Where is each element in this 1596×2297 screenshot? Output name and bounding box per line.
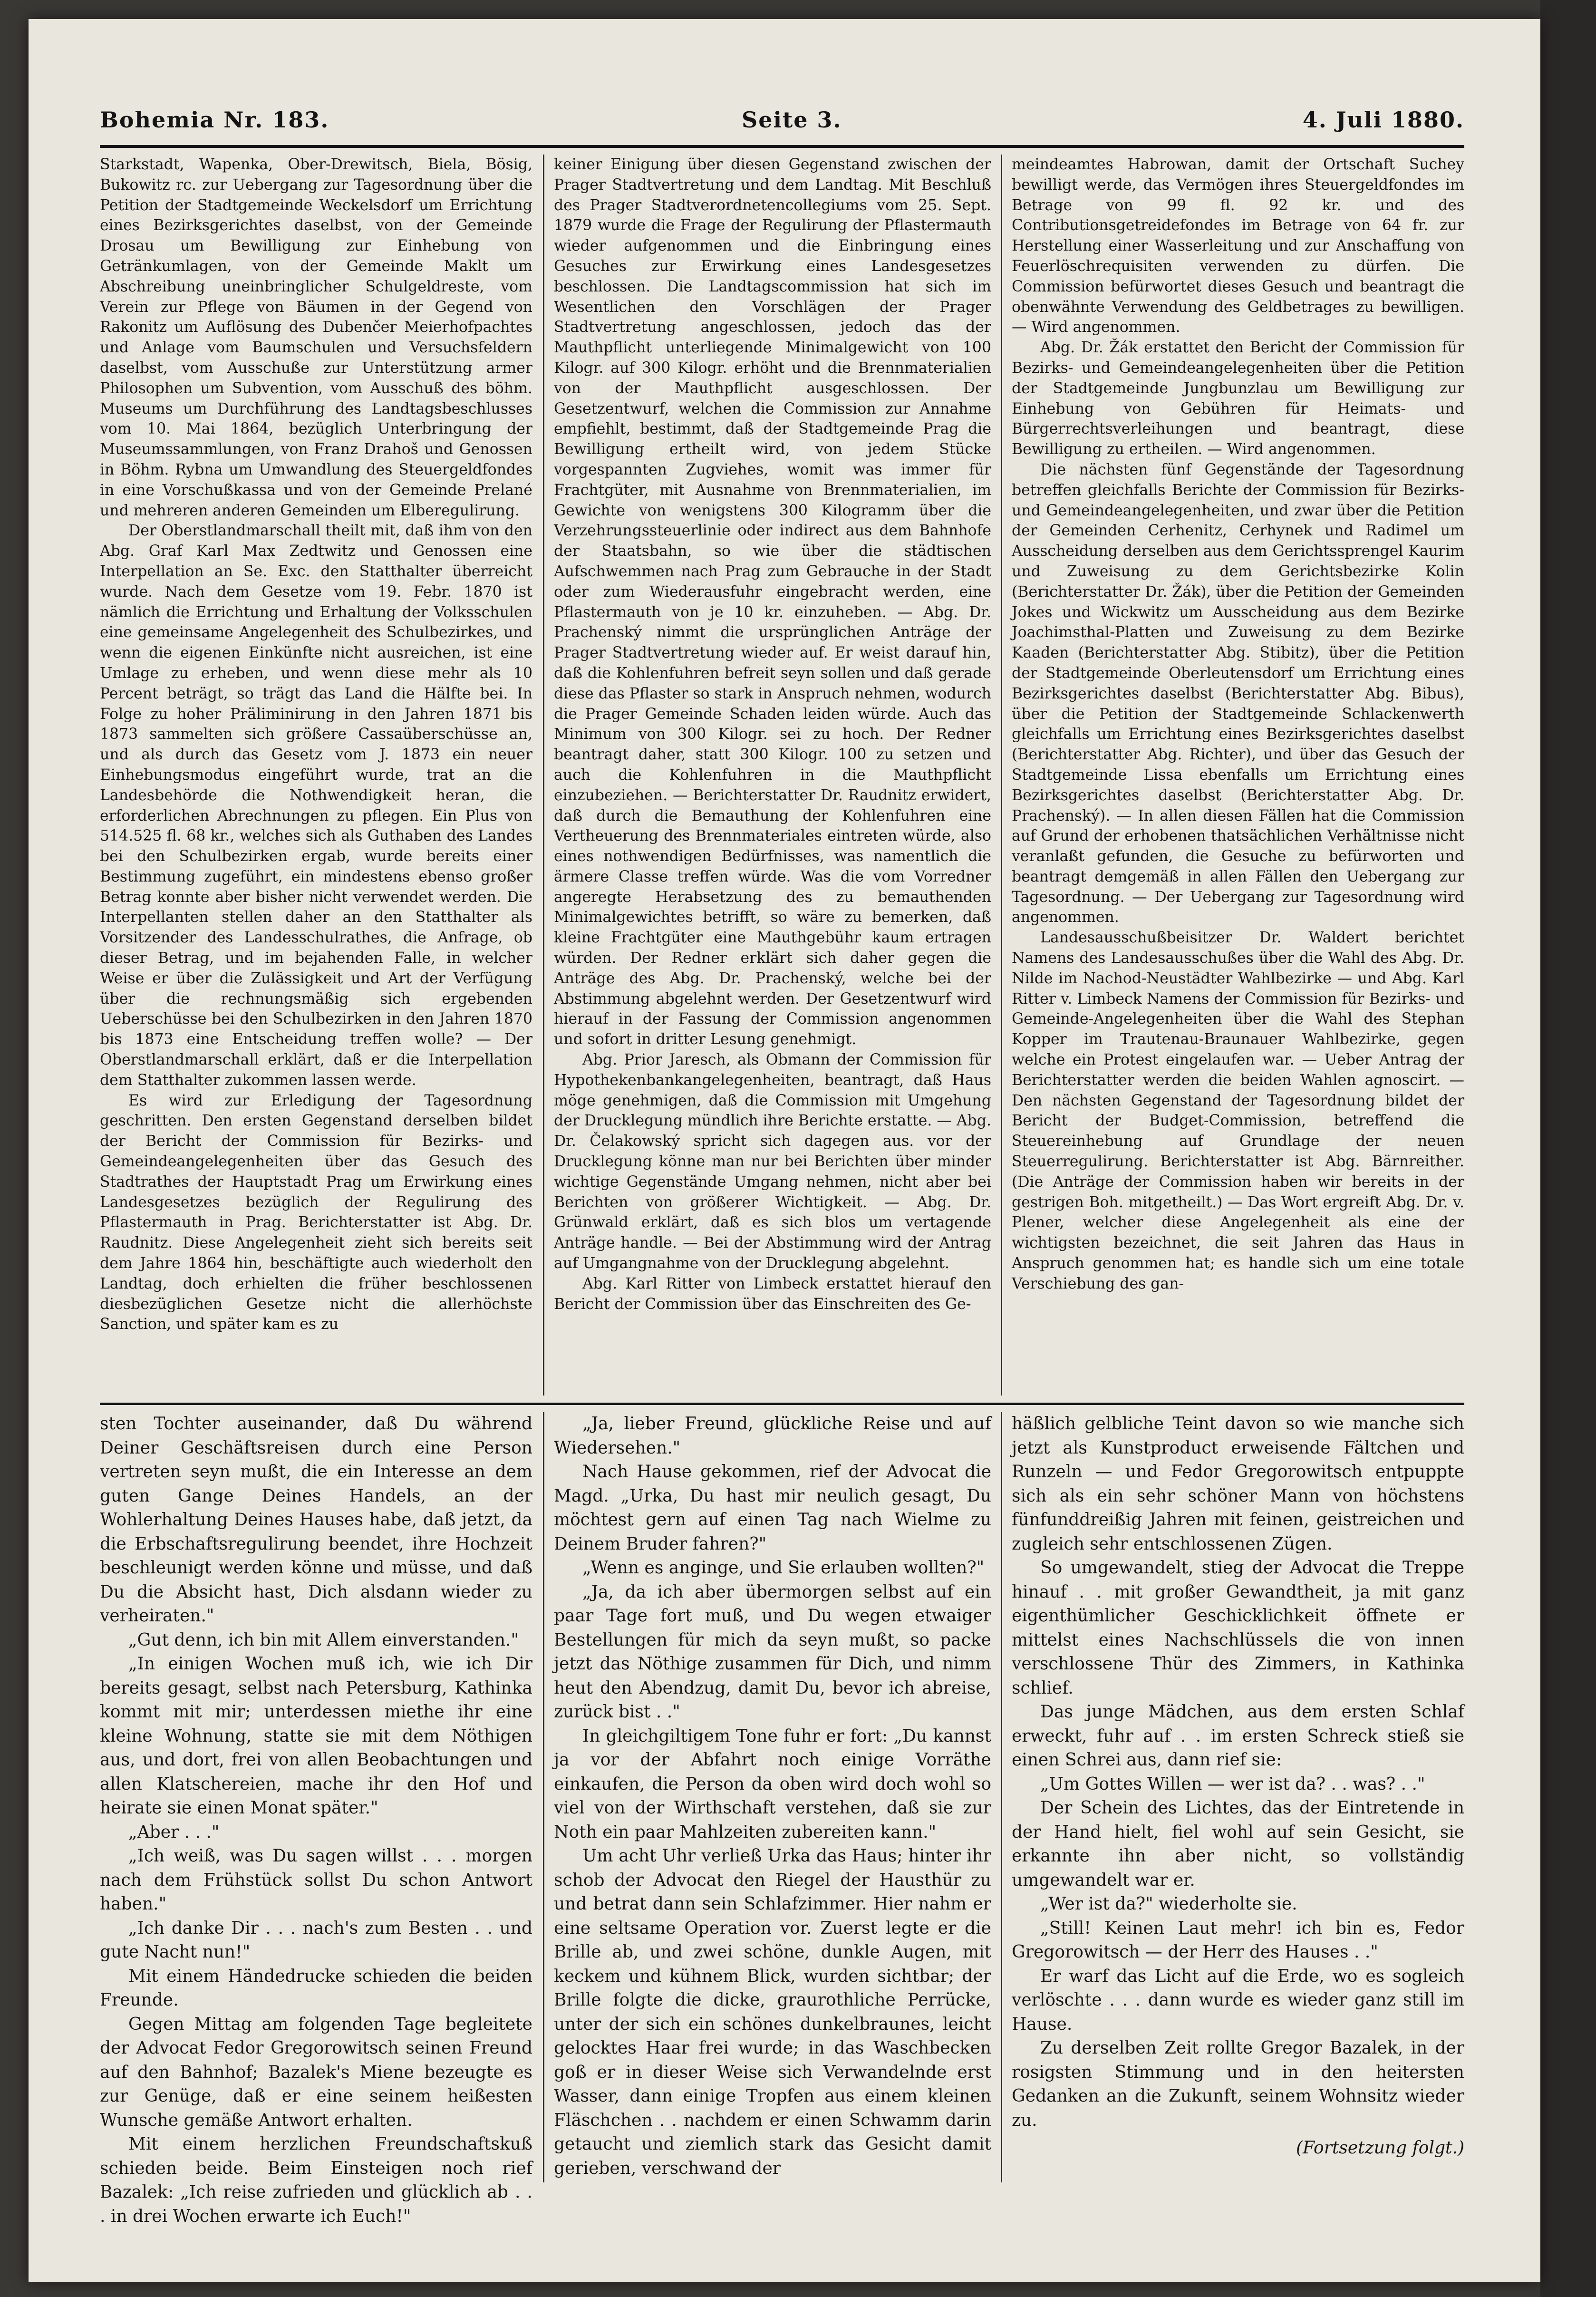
- column-divider: [1001, 155, 1002, 1396]
- newspaper-page: [29, 19, 1540, 2282]
- issue-date: 4. Juli 1880.: [1302, 107, 1464, 133]
- paragraph: Mit einem herzlichen Freundschaftskuß schieden beide. Beim Einsteigen noch rief Bazalek: „Ich reise zufrieden und glücklich ab . . . in drei Wochen erwarte ich Euch!": [100, 2134, 532, 2226]
- report-column-3: [1012, 155, 1464, 1396]
- paragraph: „Ja, da ich aber übermorgen selbst auf ein paar Tage fort muß, und Du wegen etwaiger Bestellungen für mich da seyn mußt, so packe jetzt das Nöthige zusammen für Dich, und nimm heut den Abendzug, damit Du, bevor ich abreise, zurück bist . .": [554, 1582, 991, 1722]
- page-header: [100, 102, 1464, 145]
- paragraph: In gleichgiltigem Tone fuhr er fort: „Du kannst ja vor der Abfahrt noch einige Vorräthe einkaufen, die Person da oben wird doch wohl so viel von der Wirthschaft verstehen, daß sie zur Noth ein paar Mahlzeiten zubereiten kann.": [554, 1726, 991, 1842]
- header-rule: [100, 145, 1464, 148]
- feuilleton-column-3: [1012, 1412, 1464, 2182]
- paragraph: „Gut denn, ich bin mit Allem einverstanden.": [128, 1630, 519, 1650]
- page-number: Seite 3.: [742, 107, 842, 133]
- issue-number: Bohemia Nr. 183.: [100, 107, 329, 133]
- paragraph: Abg. Dr. Žák erstattet den Bericht der Commission für Bezirks- und Gemeindeangelegenheiten über die Petition der Stadtgemeinde Jungbunzlau um Bewilligung zur Einhebung von Gebühren für Heimats- und Bürgerrechtsverleihungen und beantragt, diese Bewilligung zu ertheilen. — Wird angenommen.: [1012, 339, 1464, 458]
- column-divider: [543, 155, 544, 1396]
- paragraph: Er warf das Licht auf die Erde, wo es sogleich verlöschte . . . dann wurde es wieder ganz still im Hause.: [1012, 1966, 1464, 2034]
- paragraph: Abg. Prior Jaresch, als Obmann der Commission für Hypothekenbankangelegenheiten, beantragt, daß Haus möge genehmigen, daß die Commission mit Umgehung der Drucklegung mündlich ihre Berichte erstatte. — Abg. Dr. Čelakowský spricht sich dagegen aus. vor der Drucklegung könne man nur bei Berichten über minder wichtige Gegenstände Umgang nehmen, nicht aber bei Berichten von größerer Wichtigkeit. — Abg. Dr. Grünwald erklärt, daß es sich blos um vertagende Anträge handle. — Bei der Abstimmung wird der Antrag auf Umgangnahme von der Drucklegung abgelehnt.: [554, 1051, 991, 1272]
- paragraph: Das junge Mädchen, aus dem ersten Schlaf erweckt, fuhr auf . . im ersten Schreck stieß sie einen Schrei aus, dann rief sie:: [1012, 1702, 1464, 1770]
- paragraph: Gegen Mittag am folgenden Tage begleitete der Advocat Fedor Gregorowitsch seinen Freund auf den Bahnhof; Bazalek's Miene bezeugte es zur Genüge, daß er eine seinem heißesten Wunsche gemäße Antwort erhalten.: [100, 2014, 532, 2130]
- paragraph: „Wer ist da?" wiederholte sie.: [1040, 1894, 1297, 1914]
- report-column-1: [100, 155, 532, 1396]
- paragraph: Abg. Karl Ritter von Limbeck erstattet hierauf den Bericht der Commission über das Einschreiten des Ge-: [554, 1275, 991, 1313]
- paragraph: Um acht Uhr verließ Urka das Haus; hinter ihr schob der Advocat den Riegel der Hausthür zu und betrat dann sein Schlafzimmer. Hier nahm er eine seltsame Operation vor. Zuerst legte er die Brille ab, und zwei schöne, dunkle Augen, mit keckem und kühnem Blick, wurden sichtbar; der Brille folgte die dicke, graurothliche Perrücke, unter der sich ein schönes dunkelbraunes, leicht gelocktes Haar frei wurde; in das Waschbecken goß er in dieser Weise sich Verwandelnde erst Wasser, dann einige Tropfen aus einem kleinen Fläschchen . . nachdem er einen Schwamm darin getaucht und ziemlich stark das Gesicht damit gerieben, verschwand der: [554, 1846, 991, 2178]
- paragraph: meindeamtes Habrowan, damit der Ortschaft Suchey bewilligt werde, das Vermögen ihres Steuergeldfondes im Betrage von 99 fl. 92 kr. und des Contributionsgetreidefondes im Betrage von 64 fr. zur Herstellung einer Wasserleitung und zur Anschaffung von Feuerlöschrequisiten verwenden zu dürfen. Die Commission befürwortet dieses Gesuch und beantragt die obenwähnte Verwendung des Geldbetrages zu bewilligen. — Wird angenommen.: [1012, 156, 1464, 336]
- paragraph: „In einigen Wochen muß ich, wie ich Dir bereits gesagt, selbst nach Petersburg, Kathinka kommt mit mir; unterdessen miethe ihr eine kleine Wohnung, statte sie mit dem Nöthigen aus, und dort, frei von allen Beobachtungen und allen Klatschereien, mache ihr den Hof und heirate sie einen Monat später.": [100, 1654, 532, 1818]
- paragraph: „Aber . . .": [128, 1822, 220, 1842]
- column-divider: [1001, 1412, 1002, 2182]
- paragraph: Es wird zur Erledigung der Tagesordnung geschritten. Den ersten Gegenstand derselben bildet der Bericht der Commission für Bezirks- und Gemeindeangelegenheiten über das Gesuch des Stadtrathes der Hauptstadt Prag um Erwirkung eines Landesgesetzes bezüglich der Regulirung des Pflastermauth in Prag. Berichterstatter ist Abg. Dr. Raudnitz. Diese Angelegenheit zieht sich bereits seit dem Jahre 1864 hin, beschäftigte auch wiederholt den Landtag, doch erhielten die früher beschlossenen diesbezüglichen Gesetze nicht die allerhöchste Sanction, und später kam es zu: [100, 1092, 532, 1333]
- paragraph: Der Oberstlandmarschall theilt mit, daß ihm von den Abg. Graf Karl Max Zedtwitz und Genossen eine Interpellation an Se. Exc. den Statthalter überreicht wurde. Nach dem Gesetze vom 19. Febr. 1870 ist nämlich die Errichtung und Erhaltung der Volksschulen eine gemeinsame Angelegenheit des Schulbezirkes, und wenn die eigenen Einkünfte nicht ausreichen, ist eine Umlage zu erheben, und wenn diese mehr als 10 Percent beträgt, so trägt das Land die Hälfte bei. In Folge zu hoher Präliminirung in den Jahren 1871 bis 1873 sammelten sich größere Cassaüberschüsse an, und als durch das Gesetz vom J. 1873 ein neuer Einhebungsmodus eingeführt wurde, trat an die Landesbehörde die Nothwendigkeit heran, die erforderlichen Abrechnungen zu pflegen. Ein Plus von 514.525 fl. 68 kr., welches sich als Guthaben des Landes bei den Schulbezirken ergab, wurde bereits einer Bestimmung zugeführt, ein mindestens ebenso großer Betrag konnte aber bisher nicht verwendet werden. Die Interpellanten stellen daher an den Statthalter als Vorsitzender des Landesschulrathes, die Anfrage, ob dieser Betrag, und im bejahenden Falle, in welcher Weise er über die Zulässigkeit und Art der Verfügung über die rechnungsmäßig sich ergebenden Ueberschüsse bei den Schulbezirken in den Jahren 1870 bis 1873 eine Entscheidung treffen wolle? — Der Oberstlandmarschall erklärt, daß er die Interpellation dem Statthalter zukommen lassen werde.: [100, 522, 532, 1089]
- continuation-note: (Fortsetzung folgt.): [1296, 2138, 1464, 2158]
- feuilleton-column-2: [554, 1412, 991, 2182]
- paragraph: „Ja, lieber Freund, glückliche Reise und auf Wiedersehen.": [554, 1414, 991, 1458]
- paragraph: Starkstadt, Wapenka, Ober-Drewitsch, Biela, Bösig, Bukowitz rc. zur Uebergang zur Tagesordnung über die Petition der Stadtgemeinde Weckelsdorf um Errichtung eines Bezirksgerichtes daselbst, von der Gemeinde Drosau um Bewilligung zur Einhebung von Getränkumlagen, von der Gemeinde Maklt um Abschreibung uneinbringlicher Schulgeldreste, vom Verein zur Pflege von Bäumen in der Gegend von Rakonitz um Auflösung des Dubenčer Meierhofpachtes und Anlage vom Baumschulen und Versuchsfeldern daselbst, vom Ausschuße zur Unterstützung armer Philosophen um Subvention, vom Ausschuß des böhm. Museums um Durchführung des Landtagsbeschlusses vom 10. Mai 1864, bezüglich Unterbringung der Museumssammlungen, von Franz Drahoš und Genossen in Böhm. Rybna um Umwandlung des Steuergeldfondes in eine Vorschußkassa und von der Gemeinde Prelané und mehreren anderen Gemeinden um Elberegulirung.: [100, 156, 532, 519]
- paragraph: häßlich gelbliche Teint davon so wie manche sich jetzt als Kunstproduct erweisende Fältchen und Runzeln — und Fedor Gregorowitsch entpuppte sich als ein sehr schöner Mann von höchstens fünfunddreißig Jahren mit feinen, geistreichen und zugleich sehr entschlossenen Zügen.: [1012, 1414, 1464, 1554]
- paragraph: Zu derselben Zeit rollte Gregor Bazalek, in der rosigsten Stimmung und in den heitersten Gedanken an die Zukunft, seinem Wohnsitz wieder zu.: [1012, 2038, 1464, 2130]
- paragraph: „Still! Keinen Laut mehr! ich bin es, Fedor Gregorowitsch — der Herr des Hauses . .": [1012, 1918, 1464, 1962]
- paragraph: „Um Gottes Willen — wer ist da? . . was? . .": [1040, 1774, 1425, 1794]
- column-divider: [543, 1412, 544, 2182]
- feuilleton-rule: [100, 1403, 1464, 1405]
- paragraph: keiner Einigung über diesen Gegenstand zwischen der Prager Stadtvertretung und dem Landtag. Mit Beschluß des Prager Stadtverordnetencollegiums vom 25. Sept. 1879 wurde die Frage der Regulirung der Pflastermauth wieder aufgenommen und die Einbringung eines Gesuches zur Erwirkung eines Landesgesetzes beschlossen. Die Landtagscommission hat sich im Wesentlichen den Vorschlägen der Prager Stadtvertretung angeschlossen, jedoch das der Mauthpflicht unterliegende Minimalgewicht von 100 Kilogr. auf 300 Kilogr. erhöht und die Brennmaterialien von der Mauthpflicht ausgeschlossen. Der Gesetzentwurf, welchen die Commission zur Annahme empfiehlt, bestimmt, daß der Stadtgemeinde Prag die Bewilligung ertheilt wird, von jedem Stücke vorgespannten Zugviehes, womit was immer für Frachtgüter, mit Ausnahme von Brennmaterialien, im Gewichte von wenigstens 300 Kilogramm über die Verzehrungssteuerlinie oder indirect aus dem Bahnhofe der Staatsbahn, so wie über die städtischen Aufschwemmen nach Prag zum Gebrauche in der Stadt oder zum Wiederausfuhr eingebracht werden, eine Pflastermauth von je 10 kr. einzuheben. — Abg. Dr. Prachenský nimmt die ursprünglichen Anträge der Prager Stadtvertretung wieder auf. Er weist darauf hin, daß die Kohlenfuhren befreit seyn sollen und daß gerade diese das Pflaster so stark in Anspruch nehmen, wodurch die Prager Gemeinde Schaden leiden würde. Auch das Minimum von 300 Kilogr. sei zu hoch. Der Redner beantragt daher, statt 300 Kilogr. 100 zu setzen und auch die Kohlenfuhren in die Mauthpflicht einzubeziehen. — Berichterstatter Dr. Raudnitz erwidert, daß durch die Bemauthung der Kohlenfuhren eine Vertheuerung des Brennmateriales eintreten würde, also eines nothwendigen Bedürfnisses, was namentlich die ärmere Classe treffen würde. Was die vom Vorredner angeregte Herabsetzung des zu bemauthenden Minimalgewichtes betrifft, so wäre zu bemerken, daß kleine Frachtgüter eine Mauthgebühr kaum ertragen würden. Der Redner erklärt sich daher gegen die Anträge des Abg. Dr. Prachenský, welche bei der Abstimmung abgelehnt werden. Der Gesetzentwurf wird hierauf in der Fassung der Commission angenommen und sofort in dritter Lesung genehmigt.: [554, 156, 991, 1048]
- paragraph: „Ich danke Dir . . . nach's zum Besten . . und gute Nacht nun!": [100, 1918, 532, 1962]
- paragraph: So umgewandelt, stieg der Advocat die Treppe hinauf . . mit großer Gewandtheit, ja mit ganz eigenthümlicher Geschicklichkeit öffnete er mittelst eines Nachschlüssels die von innen verschlossene Thür des Zimmers, in Kathinka schlief.: [1012, 1558, 1464, 1698]
- paragraph: „Wenn es anginge, und Sie erlauben wollten?": [582, 1558, 985, 1578]
- paragraph: sten Tochter auseinander, daß Du während Deiner Geschäftsreisen durch eine Person vertreten seyn mußt, die ein Interesse an dem guten Gange Deines Handels, an der Wohlerhaltung Deines Hauses habe, daß jetzt, da die Erbschaftsregulirung beendet, ihre Hochzeit beschleunigt werden könne und müsse, und daß Du die Absicht hast, Dich alsdann wieder zu verheiraten.": [100, 1414, 532, 1626]
- report-column-2: [554, 155, 991, 1396]
- paragraph: „Ich weiß, was Du sagen willst . . . morgen nach dem Frühstück sollst Du schon Antwort haben.": [100, 1846, 532, 1914]
- feuilleton-column-1: [100, 1412, 532, 2226]
- paragraph: Nach Hause gekommen, rief der Advocat die Magd. „Urka, Du hast mir neulich gesagt, Du möchtest gern auf einen Tag nach Wielme zu Deinem Bruder fahren?": [554, 1462, 991, 1554]
- paragraph: Die nächsten fünf Gegenstände der Tagesordnung betreffen gleichfalls Berichte der Commission für Bezirks- und Gemeindeangelegenheiten, und zwar über die Petition der Gemeinden Cerhenitz, Cerhynek und Radimel um Ausscheidung derselben aus dem Gerichtssprengel Kaurim und Zuweisung zu dem Gerichtsbezirke Kolin (Berichterstatter Dr. Žák), über die Petition der Gemeinden Jokes und Wickwitz um Ausscheidung aus dem Bezirke Joachimsthal-Platten und Zuweisung zu dem Bezirke Kaaden (Berichterstatter Abg. Stibitz), über die Petition der Stadtgemeinde Oberleutensdorf um Errichtung eines Bezirksgerichtes daselbst (Berichterstatter Abg. Bibus), über die Petition der Stadtgemeinde Schlackenwerth gleichfalls um Errichtung eines Bezirksgerichtes daselbst (Berichterstatter Abg. Richter), und über das Gesuch der Stadtgemeinde Lissa ebenfalls um Errichtung eines Bezirksgerichtes daselbst (Berichterstatter Abg. Dr. Prachenský). — In allen diesen Fällen hat die Commission auf Grund der erhobenen thatsächlichen Verhältnisse nicht veranlaßt gefunden, die Gesuche zu befürworten und beantragt demgemäß in allen Fällen den Uebergang zur Tagesordnung. — Der Uebergang zur Tagesordnung wird angenommen.: [1012, 461, 1464, 926]
- paragraph: Mit einem Händedrucke schieden die beiden Freunde.: [100, 1966, 532, 2010]
- paragraph: Der Schein des Lichtes, das der Eintretende in der Hand hielt, fiel wohl auf sein Gesicht, sie erkannte ihn aber nicht, so vollständig umgewandelt war er.: [1012, 1798, 1464, 1890]
- paragraph: Landesausschußbeisitzer Dr. Waldert berichtet Namens des Landesausschußes über die Wahl des Abg. Dr. Nilde im Nachod-Neustädter Wahlbezirke — und Abg. Karl Ritter v. Limbeck Namens der Commission für Bezirks- und Gemeinde-Angelegenheiten über die Wahl des Stephan Kopper im Trautenau-Braunauer Wahlbezirke, gegen welche ein Protest eingelaufen war. — Ueber Antrag der Berichterstatter werden die beiden Wahlen agnoscirt. — Den nächsten Gegenstand der Tagesordnung bildet der Bericht der Budget-Commission, betreffend die Steuereinhebung auf Grundlage der neuen Steuerregulirung. Berichterstatter ist Abg. Bärnreither. (Die Anträge der Commission haben wir bereits in der gestrigen Boh. mitgetheilt.) — Das Wort ergreift Abg. Dr. v. Plener, welcher diese Angelegenheit als eine der wichtigsten bezeichnet, die seit Jahren das Haus in Anspruch genommen hat; es handle sich um eine totale Verschiebung des gan-: [1012, 929, 1464, 1292]
- scan-border: [1540, 0, 1596, 2297]
